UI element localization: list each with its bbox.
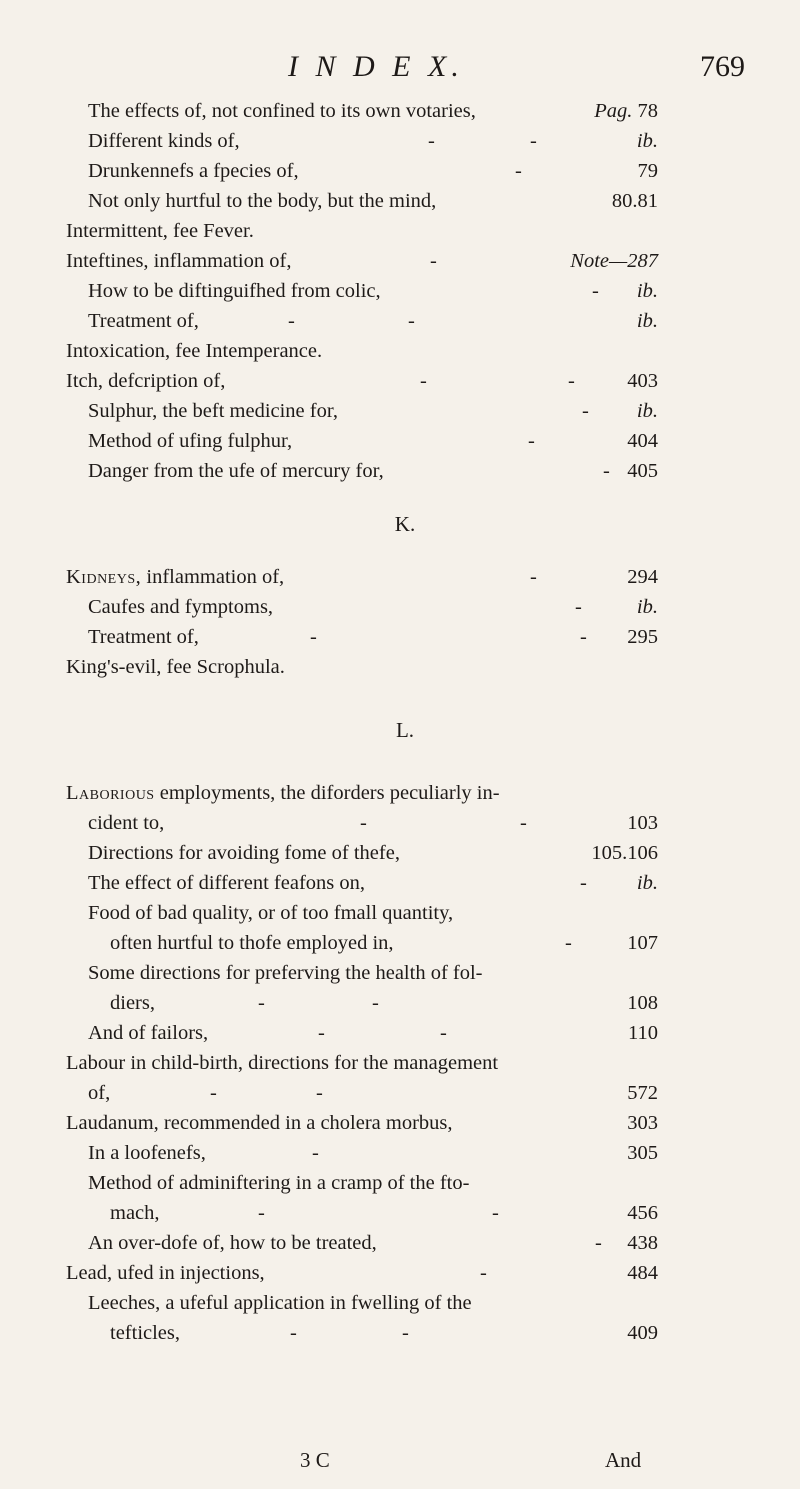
entry-ref: 409 — [627, 1322, 658, 1344]
entry-ref: 305 — [627, 1142, 658, 1164]
entry-text: mach, — [110, 1202, 160, 1224]
entry-ref: 107 — [627, 932, 658, 954]
section-heading-l: L. — [395, 718, 415, 742]
entry-text: employments, the diforders peculiarly in- — [154, 782, 500, 804]
entry-text: Method of adminiftering in a cramp of the fto- — [88, 1172, 470, 1194]
index-entries — [0, 96, 800, 1348]
leader-dash: - — [258, 992, 265, 1014]
entry-text: And of failors, — [88, 1022, 209, 1044]
entry-text: Labour in child-birth, directions for the management — [66, 1052, 499, 1074]
entry-text: The effects of, not confined to its own votaries, — [88, 100, 476, 122]
entry-ref: 110 — [628, 1022, 658, 1044]
leader-dash: - — [318, 1022, 325, 1044]
leader-dash: - — [568, 370, 575, 392]
leader-dash: - — [360, 812, 367, 834]
leader-dash: - — [440, 1022, 447, 1044]
leader-dash: - — [312, 1142, 319, 1164]
index-entry — [0, 622, 800, 652]
leader-dash: - — [603, 460, 610, 482]
index-entry — [0, 306, 800, 336]
index-entry — [0, 1108, 800, 1138]
page-footer — [0, 1448, 800, 1478]
index-entry — [0, 126, 800, 156]
entry-text: Laudanum, recommended in a cholera morbus, — [66, 1112, 453, 1134]
index-entry — [0, 426, 800, 456]
leader-dash: - — [492, 1202, 499, 1224]
index-entry — [0, 366, 800, 396]
leader-dash: - — [310, 626, 317, 648]
leader-dash: - — [575, 596, 582, 618]
index-entry — [0, 276, 800, 306]
entry-text: Treatment of, — [88, 626, 199, 648]
leader-dash: - — [290, 1322, 297, 1344]
leader-dash: - — [258, 1202, 265, 1224]
index-entry — [0, 246, 800, 276]
index-entry — [0, 1138, 800, 1168]
leader-dash: - — [520, 812, 527, 834]
index-entry — [0, 1318, 800, 1348]
entry-ref: ib. — [636, 310, 658, 332]
index-entry — [0, 838, 800, 868]
entry-text: In a loofenefs, — [88, 1142, 206, 1164]
entry-text: Inteftines, inflammation of, — [66, 250, 292, 272]
entry-ref: 303 — [627, 1112, 658, 1134]
leader-dash: - — [402, 1322, 409, 1344]
leader-dash: - — [530, 130, 537, 152]
spacer — [0, 758, 800, 778]
entry-text: Itch, defcription of, — [66, 370, 226, 392]
entry-text: Lead, ufed in injections, — [66, 1262, 265, 1284]
entry-ref: ib. — [636, 596, 658, 618]
index-entry — [0, 456, 800, 486]
leader-dash: - — [530, 566, 537, 588]
index-entry — [0, 1018, 800, 1048]
index-entry — [0, 336, 800, 366]
spacer — [0, 682, 800, 702]
entry-ref: 405 — [627, 460, 658, 482]
index-entry — [0, 928, 800, 958]
index-entry — [0, 652, 800, 682]
entry-text: Directions for avoiding fome of thefe, — [88, 842, 400, 864]
spacer — [0, 552, 800, 562]
entry-headword: Laborious — [66, 782, 155, 804]
entry-text: inflammation of, — [141, 566, 285, 588]
leader-dash: - — [430, 250, 437, 272]
leader-dash: - — [565, 932, 572, 954]
entry-text: Leeches, a ufeful application in fwelling of the — [88, 1292, 472, 1314]
leader-dash: - — [480, 1262, 487, 1284]
index-entry — [0, 898, 800, 928]
entry-text: cident to, — [88, 812, 165, 834]
leader-dash: - — [372, 992, 379, 1014]
leader-dash: - — [528, 430, 535, 452]
entry-text: diers, — [110, 992, 155, 1014]
entry-text: Intermittent, fee Fever. — [66, 220, 254, 242]
leader-dash: - — [316, 1082, 323, 1104]
entry-text: An over-dofe of, how to be treated, — [88, 1232, 377, 1254]
index-entry — [0, 1288, 800, 1318]
entry-ref: 456 — [627, 1202, 658, 1224]
index-entry — [0, 1258, 800, 1288]
index-entry — [0, 562, 800, 592]
entry-ref: 103 — [627, 812, 658, 834]
leader-dash: - — [582, 400, 589, 422]
entry-ref: ib. — [636, 872, 658, 894]
entry-text: How to be diftinguifhed from colic, — [88, 280, 381, 302]
entry-text: Treatment of, — [88, 310, 199, 332]
entry-text: Caufes and fymptoms, — [88, 596, 274, 618]
index-entry — [0, 396, 800, 426]
entry-ref: ib. — [636, 280, 658, 302]
index-entry — [0, 156, 800, 186]
entry-text: Danger from the ufe of mercury for, — [88, 460, 384, 482]
entry-ref: Pag. 78 — [594, 100, 658, 122]
index-entry — [0, 868, 800, 898]
index-entry — [0, 186, 800, 216]
index-entry — [0, 216, 800, 246]
entry-ref: 438 — [627, 1232, 658, 1254]
leader-dash: - — [420, 370, 427, 392]
entry-text: often hurtful to thofe employed in, — [110, 932, 394, 954]
entry-ref: ib. — [636, 400, 658, 422]
catchword: And — [605, 1448, 642, 1472]
leader-dash: - — [580, 626, 587, 648]
page-number: 769 — [700, 50, 745, 83]
leader-dash: - — [580, 872, 587, 894]
leader-dash: - — [428, 130, 435, 152]
index-entry — [0, 808, 800, 838]
header-title: I N D E X. — [288, 50, 464, 83]
index-entry — [0, 1048, 800, 1078]
entry-ref: 79 — [637, 160, 658, 182]
entry-text: Sulphur, the beft medicine for, — [88, 400, 338, 422]
entry-text: of, — [88, 1082, 111, 1104]
index-entry — [0, 1228, 800, 1258]
entry-ref: 105.106 — [591, 842, 658, 864]
entry-text: Method of ufing fulphur, — [88, 430, 293, 452]
index-entry — [0, 592, 800, 622]
entry-ref: 572 — [627, 1082, 658, 1104]
entry-text: Intoxication, fee Intemperance. — [66, 340, 323, 362]
index-entry — [0, 988, 800, 1018]
entry-text: The effect of different feafons on, — [88, 872, 366, 894]
signature-mark: 3 C — [300, 1448, 330, 1472]
page-header — [0, 50, 800, 100]
entry-text: Not only hurtful to the body, but the mind, — [88, 190, 437, 212]
entry-ref: Note—287 — [570, 250, 658, 272]
leader-dash: - — [592, 280, 599, 302]
entry-ref: 294 — [627, 566, 658, 588]
entry-ref: 404 — [627, 430, 658, 452]
index-entry — [0, 1198, 800, 1228]
entry-text: Food of bad quality, or of too fmall quantity, — [88, 902, 454, 924]
index-entry — [0, 958, 800, 988]
leader-dash: - — [288, 310, 295, 332]
entry-headword: Kidneys, — [66, 566, 142, 588]
entry-text: Some directions for preferving the health of fol- — [88, 962, 483, 984]
index-entry — [0, 96, 800, 126]
entry-ref: 295 — [627, 626, 658, 648]
index-entry — [0, 1168, 800, 1198]
entry-ref: 403 — [627, 370, 658, 392]
entry-text: Different kinds of, — [88, 130, 240, 152]
index-entry — [0, 778, 800, 808]
spacer — [0, 486, 800, 496]
entry-ref: 484 — [627, 1262, 658, 1284]
leader-dash: - — [595, 1232, 602, 1254]
index-entry — [0, 1078, 800, 1108]
entry-text: King's-evil, fee Scrophula. — [66, 656, 285, 678]
entry-ref: 108 — [627, 992, 658, 1014]
leader-dash: - — [408, 310, 415, 332]
entry-ref: 80.81 — [611, 190, 658, 212]
entry-text: Drunkennefs a fpecies of, — [88, 160, 299, 182]
leader-dash: - — [515, 160, 522, 182]
entry-text: tefticles, — [110, 1322, 181, 1344]
leader-dash: - — [210, 1082, 217, 1104]
entry-ref: ib. — [636, 130, 658, 152]
section-heading-k: K. — [394, 512, 416, 536]
